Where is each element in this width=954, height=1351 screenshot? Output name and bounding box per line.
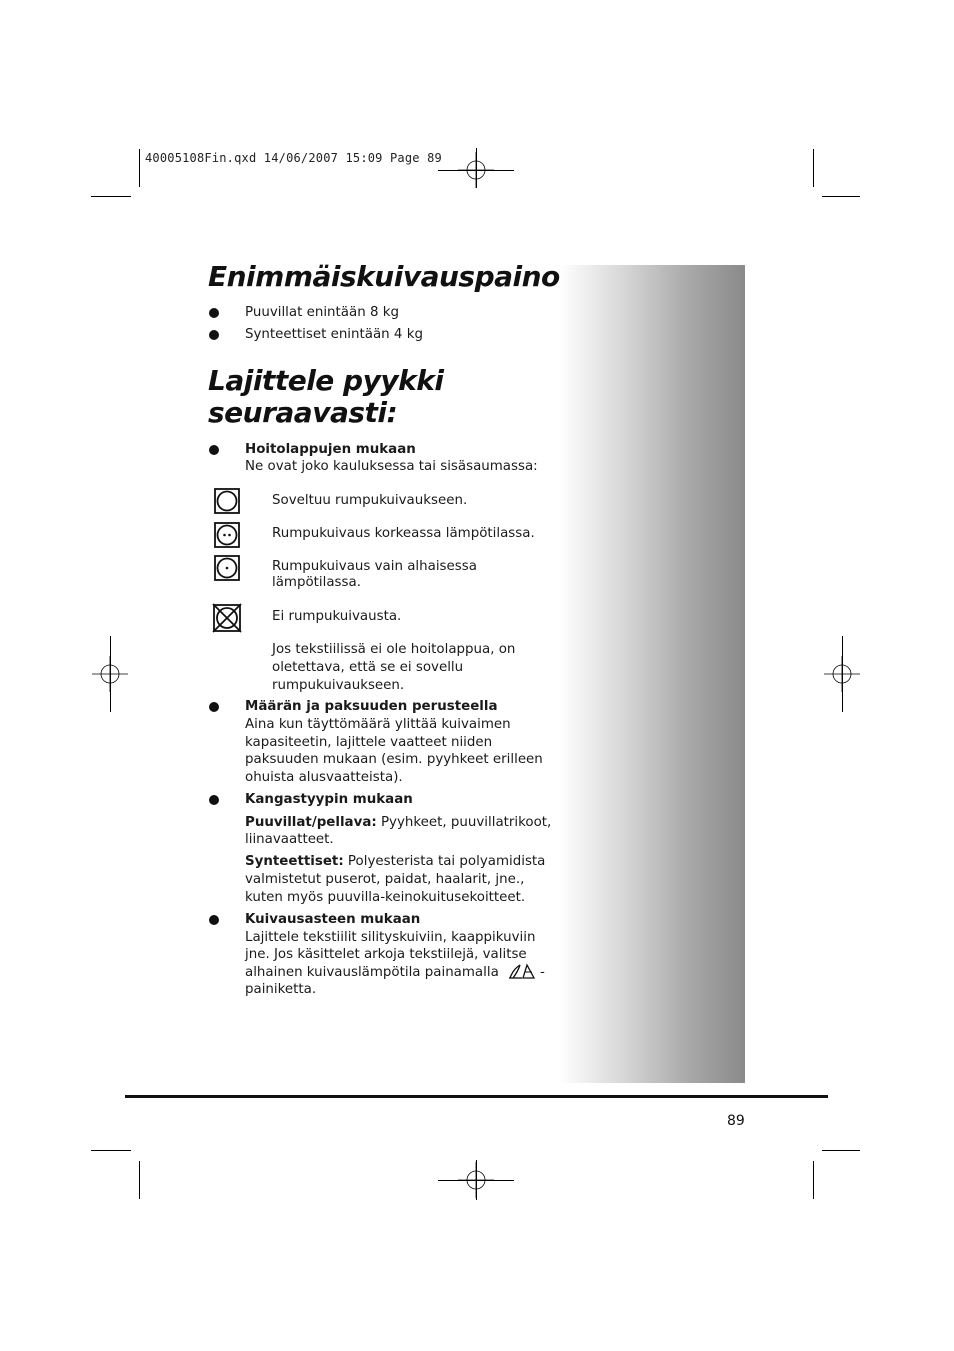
delicate-low-heat-icon bbox=[508, 961, 536, 981]
amount-text: Aina kun täyttömäärä ylittää kuivaimen bbox=[245, 717, 511, 732]
crop-mark bbox=[91, 196, 131, 197]
synthetic-line bbox=[245, 853, 545, 871]
crop-mark bbox=[139, 149, 140, 187]
symbol-description: Rumpukuivaus vain alhaisessa bbox=[272, 559, 477, 574]
symbol-description: Soveltuu rumpukuivaukseen. bbox=[272, 493, 468, 508]
footer-rule bbox=[125, 1095, 828, 1098]
tumble-dry-low-icon bbox=[214, 555, 240, 581]
bullet bbox=[209, 795, 219, 805]
bullet bbox=[209, 915, 219, 925]
bullet bbox=[209, 330, 219, 340]
drying-text: - bbox=[540, 965, 545, 980]
cotton-text: liinavaatteet. bbox=[245, 832, 334, 847]
crop-mark bbox=[139, 1161, 140, 1199]
synthetic-text: Polyesterista tai polyamidista bbox=[343, 854, 546, 869]
crop-mark bbox=[91, 1150, 131, 1151]
crop-mark bbox=[822, 196, 860, 197]
bullet bbox=[209, 702, 219, 712]
list-item: Puuvillat enintään 8 kg bbox=[245, 305, 399, 320]
crop-mark bbox=[110, 636, 111, 712]
tumble-dry-high-icon bbox=[214, 522, 240, 548]
cotton-text: Pyyhkeet, puuvillatrikoot, bbox=[376, 815, 552, 830]
cotton-line bbox=[245, 814, 551, 832]
care-label-heading: Hoitolappujen mukaan bbox=[245, 442, 416, 457]
symbol-description: Ei rumpukuivausta. bbox=[272, 609, 402, 624]
no-label-note: oletettava, että se ei sovellu bbox=[272, 660, 464, 675]
drying-heading: Kuivausasteen mukaan bbox=[245, 912, 421, 927]
crop-mark bbox=[813, 1161, 814, 1199]
page-number: 89 bbox=[727, 1113, 745, 1129]
crop-mark bbox=[822, 1150, 860, 1151]
crop-mark bbox=[438, 170, 514, 171]
crop-mark bbox=[476, 148, 477, 188]
amount-text: paksuuden mukaan (esim. pyyhkeet erilleen bbox=[245, 752, 543, 767]
drying-text: painiketta. bbox=[245, 982, 317, 997]
crop-mark bbox=[438, 1180, 514, 1181]
no-label-note: rumpukuivaukseen. bbox=[272, 678, 405, 693]
synthetic-text: kuten myös puuvilla-keinokuitusekoitteet. bbox=[245, 890, 526, 905]
fabric-heading: Kangastyypin mukaan bbox=[245, 792, 413, 807]
tumble-dry-icon bbox=[214, 488, 240, 514]
amount-text: ohuista alusvaatteista). bbox=[245, 770, 403, 785]
list-item: Synteettiset enintään 4 kg bbox=[245, 327, 423, 342]
synthetic-text: valmistetut puserot, paidat, haalarit, jne., bbox=[245, 872, 525, 887]
bullet bbox=[209, 445, 219, 455]
drying-text: alhainen kuivauslämpötila painamalla bbox=[245, 965, 499, 980]
print-slug: 40005108Fin.qxd 14/06/2007 15:09 Page 89 bbox=[145, 151, 442, 165]
section-title-sort-line2: seuraavasti: bbox=[208, 396, 398, 429]
no-tumble-dry-icon bbox=[212, 603, 242, 633]
symbol-description: lämpötilassa. bbox=[272, 575, 361, 590]
bullet bbox=[209, 308, 219, 318]
drying-text: Lajittele tekstiilit silityskuiviin, kaappikuviin bbox=[245, 930, 536, 945]
side-gradient-panel bbox=[560, 265, 745, 1083]
amount-text: kapasiteetin, lajittele vaatteet niiden bbox=[245, 735, 493, 750]
no-label-note: Jos tekstiilissä ei ole hoitolappua, on bbox=[272, 642, 516, 657]
section-title-sort-line1: Lajittele pyykki bbox=[208, 364, 444, 397]
synthetic-label: Synteettiset: bbox=[245, 854, 344, 869]
cotton-label: Puuvillat/pellava: bbox=[245, 815, 377, 830]
care-label-intro: Ne ovat joko kauluksessa tai sisäsaumassa: bbox=[245, 459, 538, 474]
crop-mark bbox=[842, 636, 843, 712]
amount-heading: Määrän ja paksuuden perusteella bbox=[245, 699, 498, 714]
symbol-description: Rumpukuivaus korkeassa lämpötilassa. bbox=[272, 526, 535, 541]
section-title-max-load: Enimmäiskuivauspaino bbox=[208, 260, 560, 293]
crop-mark bbox=[813, 149, 814, 187]
drying-text: jne. Jos käsittelet arkoja tekstiilejä, valitse bbox=[245, 947, 527, 962]
